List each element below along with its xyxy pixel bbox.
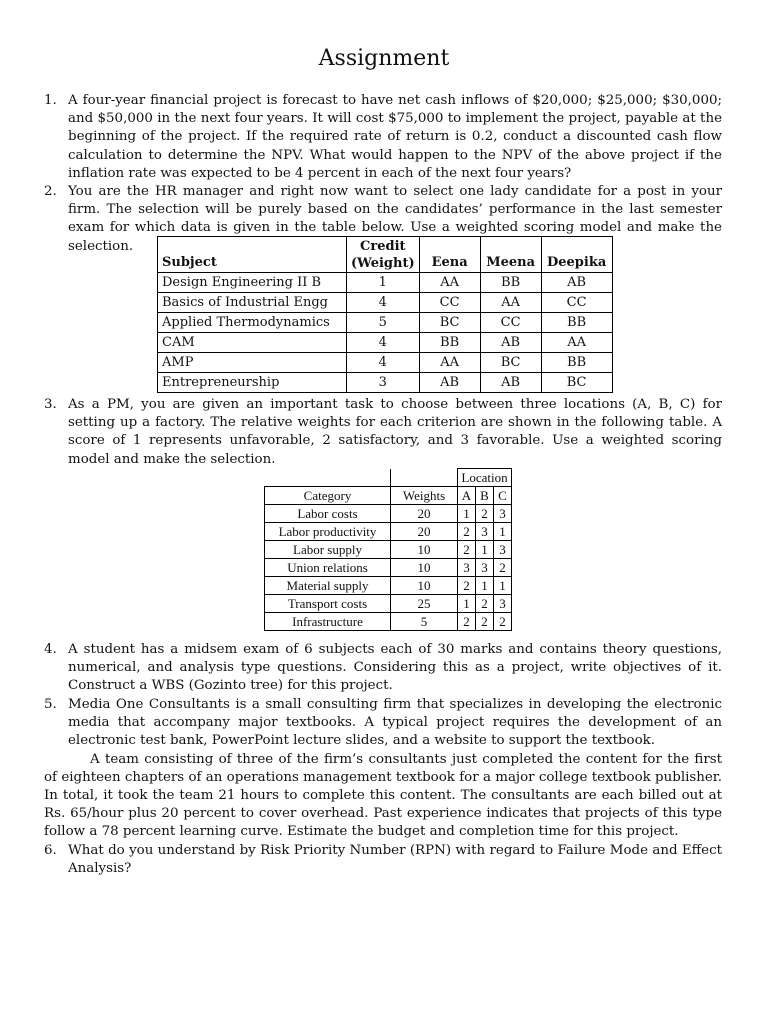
cell-category: Transport costs bbox=[265, 595, 391, 613]
cell-category: Labor productivity bbox=[265, 523, 391, 541]
cell-meena: AB bbox=[480, 373, 541, 393]
question-number: 4. bbox=[44, 642, 57, 657]
table-row bbox=[265, 613, 512, 631]
cell-c: 3 bbox=[494, 541, 512, 559]
header-meena: Meena bbox=[480, 237, 541, 273]
table-header-row bbox=[265, 487, 512, 505]
cell-credit: 4 bbox=[347, 293, 420, 313]
header-b: B bbox=[476, 487, 494, 505]
page-title: Assignment bbox=[318, 46, 450, 71]
question-number: 6. bbox=[44, 843, 57, 858]
question-5 bbox=[44, 696, 722, 842]
cell-credit: 1 bbox=[347, 273, 420, 293]
cell-a: 2 bbox=[458, 613, 476, 631]
cell-meena: AB bbox=[480, 333, 541, 353]
cell-b: 1 bbox=[476, 577, 494, 595]
cell-eena: AB bbox=[419, 373, 480, 393]
question-3 bbox=[44, 396, 722, 469]
question-6 bbox=[44, 842, 722, 878]
header-credit: Credit (Weight) bbox=[347, 237, 420, 273]
cell-weight: 20 bbox=[391, 523, 458, 541]
cell-deepika: BB bbox=[541, 353, 612, 373]
cell-subject: Entrepreneurship bbox=[158, 373, 347, 393]
cell-subject: Basics of Industrial Engg bbox=[158, 293, 347, 313]
question-number: 3. bbox=[44, 397, 57, 412]
cell-category: Material supply bbox=[265, 577, 391, 595]
cell-credit: 4 bbox=[347, 353, 420, 373]
cell-c: 2 bbox=[494, 559, 512, 577]
question-number: 1. bbox=[44, 93, 57, 108]
cell-eena: BC bbox=[419, 313, 480, 333]
question-number: 5. bbox=[44, 697, 57, 712]
header-a: A bbox=[458, 487, 476, 505]
table-row bbox=[265, 505, 512, 523]
cell-weight: 10 bbox=[391, 559, 458, 577]
cell-credit: 4 bbox=[347, 333, 420, 353]
cell-b: 3 bbox=[476, 523, 494, 541]
header-blank bbox=[265, 469, 391, 487]
candidate-table bbox=[157, 236, 613, 393]
cell-credit: 5 bbox=[347, 313, 420, 333]
table-row bbox=[265, 577, 512, 595]
question-text: As a PM, you are given an important task to choose between three locations (A, B, C) for setting up a factory. The relative weights for each criterion are shown in the following table. A score of 1 represents unfavorable, 2 satisfactory, and 3 favorable. Use a weighted scoring model and make the selection. bbox=[68, 397, 722, 467]
cell-eena: CC bbox=[419, 293, 480, 313]
table-header-row bbox=[158, 237, 613, 273]
cell-c: 2 bbox=[494, 613, 512, 631]
cell-c: 3 bbox=[494, 505, 512, 523]
cell-weight: 5 bbox=[391, 613, 458, 631]
table-row bbox=[265, 523, 512, 541]
cell-b: 2 bbox=[476, 595, 494, 613]
header-location: Location bbox=[458, 469, 512, 487]
cell-meena: AA bbox=[480, 293, 541, 313]
table-row bbox=[265, 595, 512, 613]
header-eena: Eena bbox=[419, 237, 480, 273]
cell-a: 3 bbox=[458, 559, 476, 577]
cell-category: Union relations bbox=[265, 559, 391, 577]
cell-credit: 3 bbox=[347, 373, 420, 393]
cell-a: 2 bbox=[458, 523, 476, 541]
table-row bbox=[265, 541, 512, 559]
cell-weight: 20 bbox=[391, 505, 458, 523]
cell-b: 3 bbox=[476, 559, 494, 577]
cell-weight: 25 bbox=[391, 595, 458, 613]
table-row bbox=[158, 353, 613, 373]
cell-a: 1 bbox=[458, 505, 476, 523]
question-text: Media One Consultants is a small consulting firm that specializes in developing the electronic media that accompany major textbooks. A typical project requires the development of an electronic test bank, PowerPoint lecture slides, and a website to support the textbook. bbox=[68, 697, 722, 749]
cell-eena: AA bbox=[419, 273, 480, 293]
table-row bbox=[158, 293, 613, 313]
cell-b: 1 bbox=[476, 541, 494, 559]
question-text: You are the HR manager and right now want to select one lady candidate for a post in your firm. The selection will be purely based on the candidates’ performance in the last semester exam for which data is given in the table below. Use a weighted scoring model and make the selection. bbox=[68, 184, 722, 254]
question-1 bbox=[44, 92, 722, 183]
cell-c: 3 bbox=[494, 595, 512, 613]
question-text: A student has a midsem exam of 6 subjects each of 30 marks and contains theory questions, numerical, and analysis type questions. Considering this as a project, write objectives of it. Construct a WBS (Gozinto tree) for this project. bbox=[68, 642, 722, 694]
table-row bbox=[265, 559, 512, 577]
cell-c: 1 bbox=[494, 577, 512, 595]
cell-weight: 10 bbox=[391, 577, 458, 595]
question-text-continued: A team consisting of three of the firm’s consultants just completed the content for the first of eighteen chapters of an operations management textbook for a major college textbook publisher. In total, it took the team 21 hours to complete this content. The consultants are each billed out at Rs. 65/hour plus 20 percent to cover overhead. Past experience indicates that projects of this type follow a 78 percent learning curve. Estimate the budget and completion time for this project. bbox=[44, 751, 722, 840]
table-row bbox=[158, 273, 613, 293]
cell-b: 2 bbox=[476, 505, 494, 523]
header-blank bbox=[391, 469, 458, 487]
table-row bbox=[158, 333, 613, 353]
cell-c: 1 bbox=[494, 523, 512, 541]
cell-deepika: BC bbox=[541, 373, 612, 393]
location-table bbox=[264, 468, 512, 631]
cell-b: 2 bbox=[476, 613, 494, 631]
cell-weight: 10 bbox=[391, 541, 458, 559]
cell-a: 2 bbox=[458, 541, 476, 559]
cell-subject: Design Engineering II B bbox=[158, 273, 347, 293]
cell-deepika: AA bbox=[541, 333, 612, 353]
cell-category: Labor costs bbox=[265, 505, 391, 523]
question-4 bbox=[44, 641, 722, 696]
header-deepika: Deepika bbox=[541, 237, 612, 273]
cell-a: 1 bbox=[458, 595, 476, 613]
table-row bbox=[158, 373, 613, 393]
question-text: What do you understand by Risk Priority Number (RPN) with regard to Failure Mode and Effect Analysis? bbox=[68, 843, 722, 877]
header-weights: Weights bbox=[391, 487, 458, 505]
cell-category: Infrastructure bbox=[265, 613, 391, 631]
cell-subject: AMP bbox=[158, 353, 347, 373]
cell-deepika: BB bbox=[541, 313, 612, 333]
cell-subject: Applied Thermodynamics bbox=[158, 313, 347, 333]
cell-meena: CC bbox=[480, 313, 541, 333]
question-text: A four-year financial project is forecast to have net cash inflows of $20,000; $25,000; $30,000; and $50,000 in the next four years. It will cost $75,000 to implement the project, payable at the beginning of the project. If the required rate of return is 0.2, conduct a discounted cash flow calculation to determine the NPV. What would happen to the NPV of the above project if the inflation rate was expected to be 4 percent in each of the next four years? bbox=[68, 93, 722, 181]
header-subject: Subject bbox=[158, 237, 347, 273]
cell-deepika: AB bbox=[541, 273, 612, 293]
cell-meena: BC bbox=[480, 353, 541, 373]
table-row bbox=[158, 313, 613, 333]
cell-a: 2 bbox=[458, 577, 476, 595]
header-c: C bbox=[494, 487, 512, 505]
table-header-row bbox=[265, 469, 512, 487]
cell-eena: AA bbox=[419, 353, 480, 373]
cell-eena: BB bbox=[419, 333, 480, 353]
header-category: Category bbox=[265, 487, 391, 505]
cell-deepika: CC bbox=[541, 293, 612, 313]
cell-meena: BB bbox=[480, 273, 541, 293]
question-number: 2. bbox=[44, 184, 57, 199]
cell-subject: CAM bbox=[158, 333, 347, 353]
cell-category: Labor supply bbox=[265, 541, 391, 559]
